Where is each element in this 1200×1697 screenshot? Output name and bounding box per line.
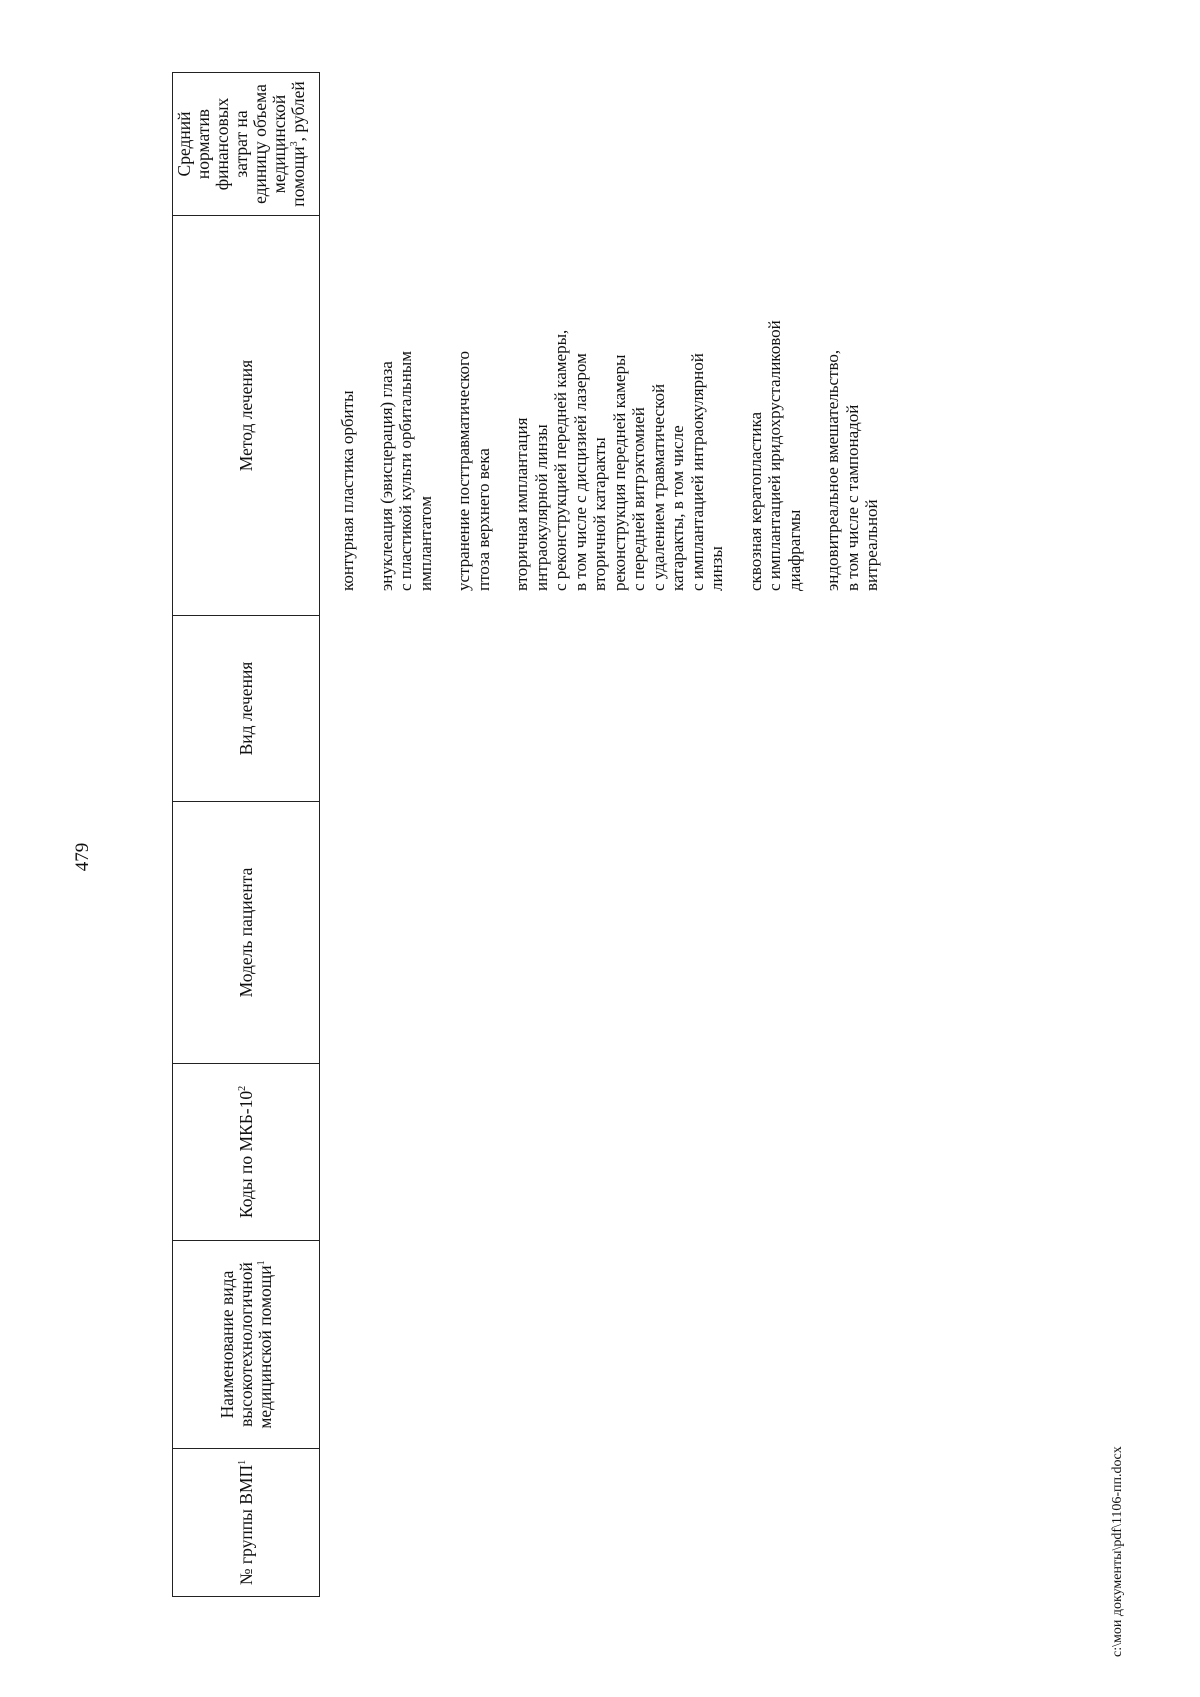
header-group-no: № группы ВМП$^1$: [173, 1449, 320, 1597]
method-line: эндовитреальное вмешательство,: [823, 349, 842, 591]
treatment-method-list: [338, 211, 901, 591]
method-line: птоза верхнего века: [473, 448, 493, 591]
header-patient-model: Модель пациента: [173, 802, 320, 1064]
header-treatment-type: Вид лечения: [173, 616, 320, 802]
method-line: интраокулярной линзы: [531, 424, 551, 591]
method-line: устранение посттравматического: [454, 350, 473, 591]
header-treatment-method: Метод лечения: [173, 216, 320, 616]
method-item: [746, 211, 805, 591]
footer-file-path: c:\мои документы\pdf\1106-пп.docx: [1110, 1446, 1125, 1657]
method-line: с удалением травматической: [648, 383, 668, 591]
method-line: реконструкция передней камеры: [609, 354, 629, 591]
method-item: [454, 211, 493, 591]
method-line: с реконструкцией передней камеры,: [551, 329, 570, 591]
method-item: [338, 211, 358, 591]
method-item: [512, 211, 727, 591]
method-line: контурная пластика орбиты: [338, 390, 357, 591]
header-icd10-codes: Коды по МКБ-$10^2$: [173, 1064, 320, 1241]
method-line: энуклеация (эвисцерация) глаза: [376, 361, 396, 591]
method-line: линзы: [707, 546, 726, 591]
method-line: вторичной катаракты: [590, 437, 609, 591]
method-line: сквозная кератопластика: [745, 411, 765, 591]
table-header: [172, 72, 320, 1597]
method-line: диафрагмы: [784, 509, 804, 591]
header-avg-cost-norm: Средний норматив финансовых затрат на единицу объема медицинской помощи$^3$, рублей: [173, 73, 320, 216]
method-line: в том числе с дисцизией лазером: [570, 353, 590, 591]
header-hmp-type-name: Наименование вида высокотехнологичной медицинской помощи$^1$: [173, 1241, 320, 1449]
method-line: витреальной: [862, 499, 881, 591]
method-line: с передней витрэктомией: [629, 407, 648, 591]
method-item: [823, 211, 882, 591]
method-line: вторичная имплантация: [512, 417, 531, 591]
method-line: с имплантацией иридохрусталиковой: [765, 320, 784, 591]
method-line: имплантатом: [415, 496, 435, 591]
method-line: катаракты, в том числе: [668, 425, 687, 591]
method-item: [377, 211, 436, 591]
page-number: 479: [72, 842, 93, 872]
method-line: с пластикой культи орбитальным: [396, 351, 415, 591]
method-line: с имплантацией интраокулярной: [687, 353, 707, 591]
method-line: в том числе с тампонадой: [842, 404, 862, 591]
